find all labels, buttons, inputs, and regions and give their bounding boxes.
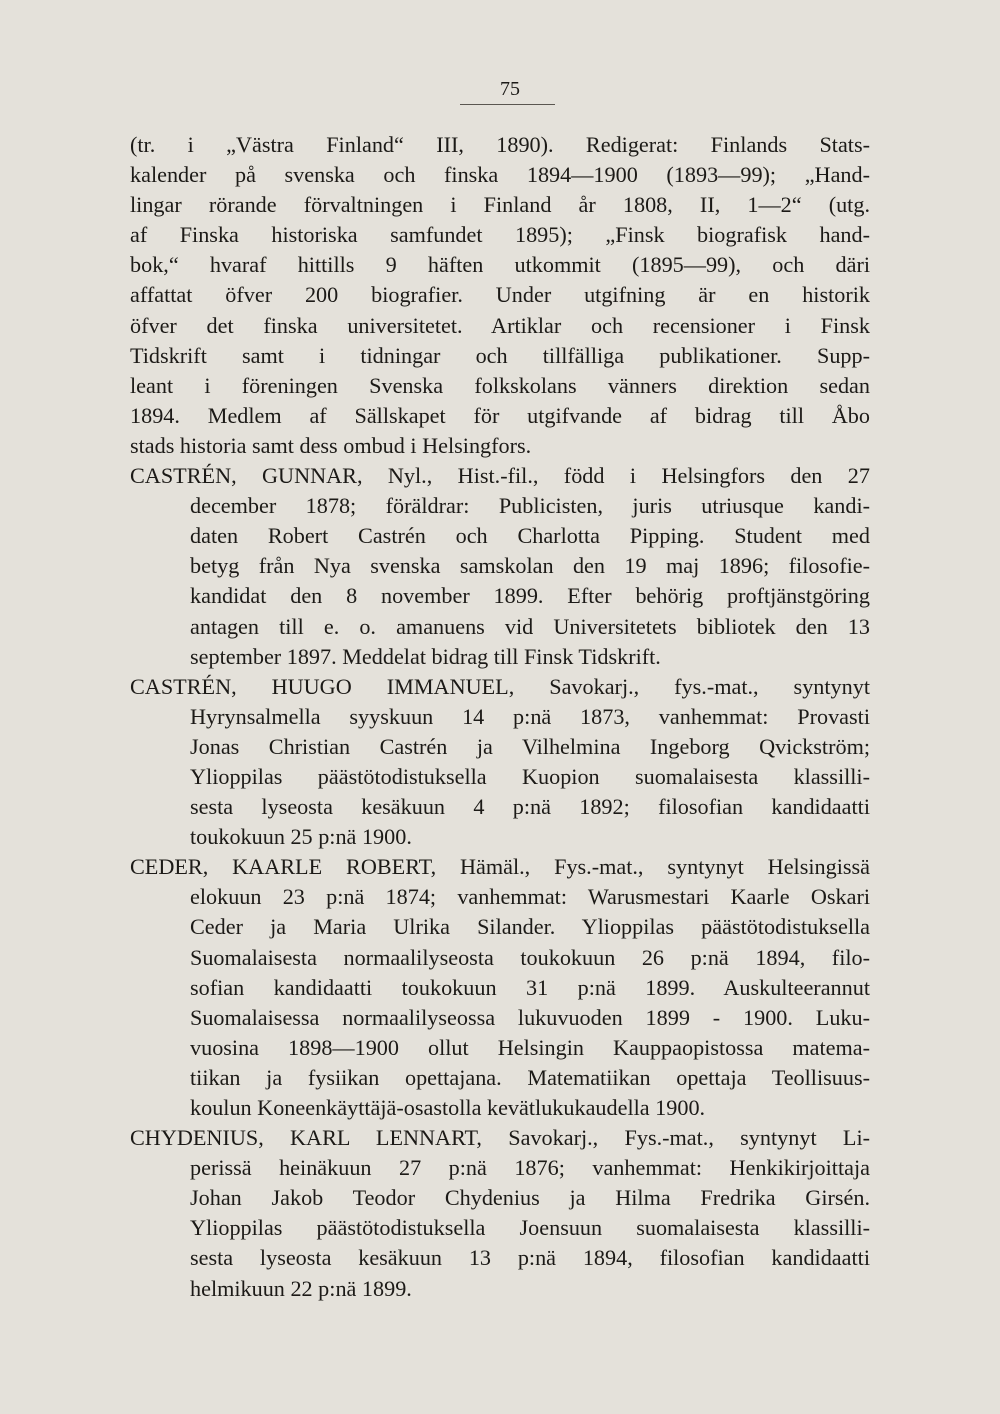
entry-heading-line: CASTRÉN, GUNNAR, Nyl., Hist.-fil., född i Helsingfors den 27 <box>130 463 870 489</box>
text-line: perissä heinäkuun 27 p:nä 1876; vanhemmat: Henkikirjoittaja <box>190 1155 870 1181</box>
text-line: Tidskrift samt i tidningar och tillfälliga publikationer. Supp- <box>130 342 870 368</box>
entry-heading-line: CEDER, KAARLE ROBERT, Hämäl., Fys.-mat., syntynyt Helsingissä <box>130 854 870 880</box>
text-line: Ceder ja Maria Ulrika Silander. Ylioppilas päästötodistuksella <box>190 914 870 940</box>
text-line: leant i föreningen Svenska folkskolans vänners direktion sedan <box>130 372 870 398</box>
entry-castren-gunnar <box>130 461 870 672</box>
text-line: Hyrynsalmella syyskuun 14 p:nä 1873, vanhemmat: Provasti <box>190 703 870 729</box>
entry-castren-huugo <box>130 672 870 853</box>
text-line: vuosina 1898—1900 ollut Helsingin Kauppaopistossa matema- <box>190 1034 870 1060</box>
header-rule <box>460 104 555 105</box>
text-line: affattat öfver 200 biografier. Under utgifning är en historik <box>130 282 870 308</box>
text-line: december 1878; föräldrar: Publicisten, juris utriusque kandi- <box>190 493 870 519</box>
text-line: Ylioppilas päästötodistuksella Joensuun suomalaisesta klassilli- <box>190 1215 870 1241</box>
text-line: Johan Jakob Teodor Chydenius ja Hilma Fredrika Girsén. <box>190 1185 870 1211</box>
text-line: stads historia samt dess ombud i Helsingfors. <box>130 432 532 458</box>
text-line: sesta lyseosta kesäkuun 4 p:nä 1892; filosofian kandidaatti <box>190 794 870 820</box>
text-line: 1894. Medlem af Sällskapet för utgifvande af bidrag till Åbo <box>130 402 870 428</box>
text-line: Jonas Christian Castrén ja Vilhelmina Ingeborg Qvickström; <box>190 733 870 759</box>
entry-continuation <box>130 130 870 461</box>
text-line: daten Robert Castrén och Charlotta Pipping. Student med <box>190 523 870 549</box>
entry-heading-line: CASTRÉN, HUUGO IMMANUEL, Savokarj., fys.-mat., syntynyt <box>130 673 870 699</box>
text-line: toukokuun 25 p:nä 1900. <box>190 824 412 850</box>
text-line: koulun Koneenkäyttäjä-osastolla kevätlukukaudella 1900. <box>190 1095 706 1120</box>
text-line: helmikuun 22 p:nä 1899. <box>190 1275 412 1301</box>
entry-heading-line: CHYDENIUS, KARL LENNART, Savokarj., Fys.-mat., syntynyt Li- <box>130 1125 870 1151</box>
page-number: 75 <box>500 78 520 100</box>
text-line: öfver det finska universitetet. Artiklar och recensioner i Finsk <box>130 312 870 338</box>
text-line: bok,“ hvaraf hittills 9 häften utkommit (1895—99), och däri <box>130 252 870 278</box>
entry-chydenius-karl <box>130 1123 870 1304</box>
text-line: kandidat den 8 november 1899. Efter behörig proftjänstgöring <box>190 583 870 609</box>
text-line: af Finska historiska samfundet 1895); „Finsk biografisk hand- <box>130 222 870 248</box>
text-line: september 1897. Meddelat bidrag till Finsk Tidskrift. <box>190 643 661 669</box>
page-body <box>130 130 870 1304</box>
text-line: Suomalaisesta normaalilyseosta toukokuun 26 p:nä 1894, filo- <box>190 944 870 970</box>
text-line: sesta lyseosta kesäkuun 13 p:nä 1894, filosofian kandidaatti <box>190 1245 870 1271</box>
text-line: (tr. i „Västra Finland“ III, 1890). Redigerat: Finlands Stats- <box>130 132 870 157</box>
text-line: lingar rörande förvaltningen i Finland år 1808, II, 1—2“ (utg. <box>130 192 870 218</box>
text-line: elokuun 23 p:nä 1874; vanhemmat: Warusmestari Kaarle Oskari <box>190 884 870 910</box>
text-line: antagen till e. o. amanuens vid Universitetets bibliotek den 13 <box>190 613 870 639</box>
text-line: betyg från Nya svenska samskolan den 19 maj 1896; filosofie- <box>190 553 870 579</box>
text-line: kalender på svenska och finska 1894—1900 (1893—99); „Hand- <box>130 162 870 188</box>
text-line: Suomalaisessa normaalilyseossa lukuvuoden 1899 - 1900. Luku- <box>190 1004 870 1030</box>
entry-ceder-kaarle <box>130 852 870 1123</box>
text-line: tiikan ja fysiikan opettajana. Matematiikan opettaja Teollisuus- <box>190 1064 870 1090</box>
text-line: Ylioppilas päästötodistuksella Kuopion suomalaisesta klassilli- <box>190 763 870 789</box>
text-line: sofian kandidaatti toukokuun 31 p:nä 1899. Auskulteerannut <box>190 974 870 1000</box>
